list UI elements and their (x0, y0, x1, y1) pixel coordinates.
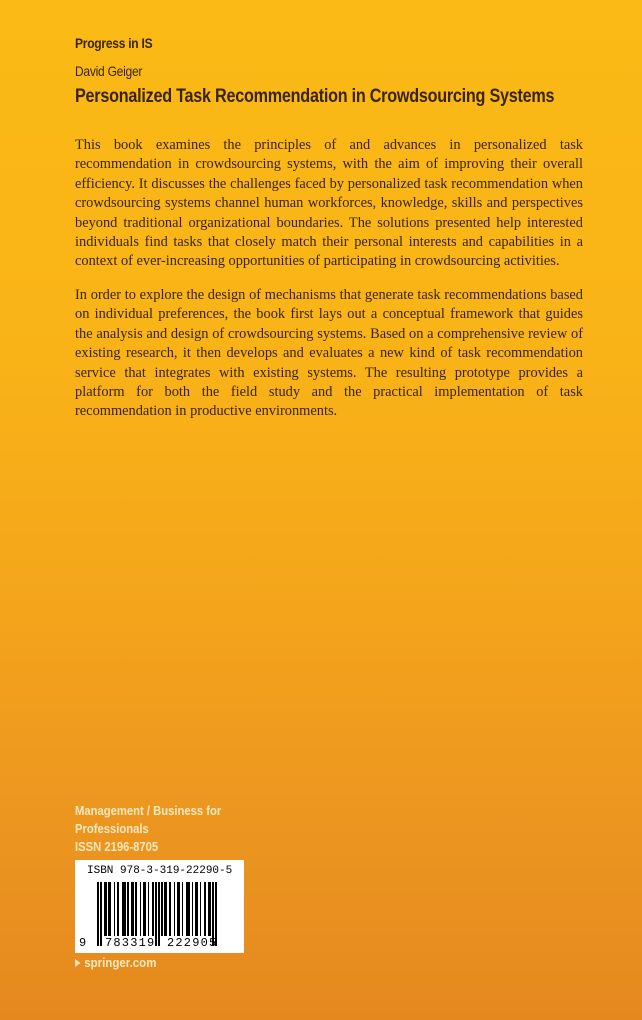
publisher-website-link[interactable] (75, 956, 156, 970)
author-name: David Geiger (75, 63, 143, 79)
triangle-right-icon (75, 959, 81, 967)
series-name: Progress in IS (75, 35, 153, 51)
category-line-1: Management / Business for (75, 804, 222, 818)
barcode-digit-group-1: 783319 (105, 936, 156, 950)
blurb-paragraph-1: This book examines the principles of and advances in personalized task recommendation in crowdsourcing systems, with the aim of improving their overall efficiency. It discusses the challenges faced by personalized task recommendation when crowdsourcing systems channel human workforces, knowledge, skills and perspectives beyond traditional organizational boundaries. The solutions presented help interested individuals find tasks that closely match their personal interests and capabilities in a context of ever-increasing opportunities of participating in crowdsourcing activities. (75, 137, 583, 270)
website-label: springer.com (84, 956, 157, 970)
issn: ISSN 2196-8705 (75, 840, 159, 854)
barcode-digit-group-2: 222905 (167, 936, 218, 950)
barcode-first-digit: 9 (79, 936, 87, 950)
category-line-2: Professionals (75, 822, 149, 836)
publication-meta (75, 802, 221, 856)
isbn-label: ISBN 978-3-319-22290-5 (87, 865, 233, 877)
blurb-paragraph-2: In order to explore the design of mechanisms that generate task recommendations based on individual preferences, the book first lays out a conceptual framework that guides the analysis and design of crowdsourcing systems. Based on a comprehensive review of existing research, it then develops and evaluates a new kind of task recommendation service that integrates with existing systems. The resulting prototype provides a platform for both the field study and the practical implementation of task recommendation in productive environments. (75, 287, 583, 420)
isbn-barcode (75, 860, 244, 953)
book-title: Personalized Task Recommendation in Crowdsourcing Systems (75, 85, 555, 107)
